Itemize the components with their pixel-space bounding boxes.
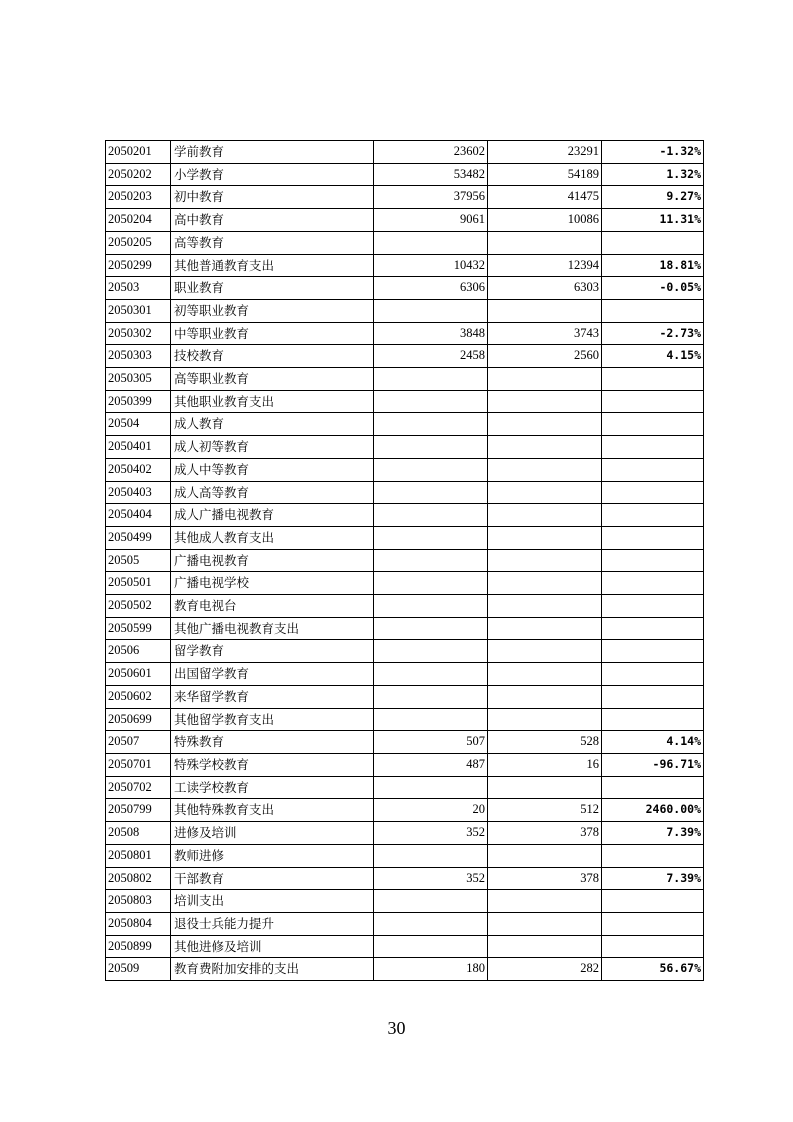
value-cell-prev	[374, 844, 488, 867]
value-cell-curr	[488, 526, 602, 549]
value-cell-prev	[374, 572, 488, 595]
value-cell-curr	[488, 595, 602, 618]
name-cell: 其他成人教育支出	[171, 526, 374, 549]
value-cell-curr	[488, 890, 602, 913]
code-cell: 2050403	[106, 481, 171, 504]
name-cell: 其他广播电视教育支出	[171, 617, 374, 640]
change-percent-cell: 4.14%	[602, 731, 704, 754]
table-row	[106, 504, 704, 527]
code-cell: 2050701	[106, 753, 171, 776]
name-cell: 初中教育	[171, 186, 374, 209]
change-percent-cell	[602, 413, 704, 436]
name-cell: 学前教育	[171, 141, 374, 164]
table-row	[106, 731, 704, 754]
table-row	[106, 595, 704, 618]
value-cell-prev: 180	[374, 958, 488, 981]
change-percent-cell	[602, 504, 704, 527]
value-cell-curr	[488, 685, 602, 708]
code-cell: 20505	[106, 549, 171, 572]
value-cell-curr	[488, 844, 602, 867]
name-cell: 干部教育	[171, 867, 374, 890]
code-cell: 2050201	[106, 141, 171, 164]
code-cell: 2050804	[106, 912, 171, 935]
table-row	[106, 663, 704, 686]
code-cell: 2050802	[106, 867, 171, 890]
name-cell: 教育电视台	[171, 595, 374, 618]
name-cell: 其他特殊教育支出	[171, 799, 374, 822]
name-cell: 成人广播电视教育	[171, 504, 374, 527]
name-cell: 特殊教育	[171, 731, 374, 754]
code-cell: 2050699	[106, 708, 171, 731]
name-cell: 工读学校教育	[171, 776, 374, 799]
value-cell-prev	[374, 481, 488, 504]
name-cell: 初等职业教育	[171, 299, 374, 322]
value-cell-prev	[374, 413, 488, 436]
name-cell: 培训支出	[171, 890, 374, 913]
change-percent-cell	[602, 844, 704, 867]
value-cell-prev	[374, 640, 488, 663]
code-cell: 20508	[106, 822, 171, 845]
code-cell: 20509	[106, 958, 171, 981]
change-percent-cell	[602, 299, 704, 322]
value-cell-prev: 20	[374, 799, 488, 822]
value-cell-curr: 378	[488, 867, 602, 890]
value-cell-prev	[374, 890, 488, 913]
change-percent-cell	[602, 663, 704, 686]
value-cell-curr	[488, 368, 602, 391]
name-cell: 成人中等教育	[171, 458, 374, 481]
value-cell-prev: 487	[374, 753, 488, 776]
name-cell: 来华留学教育	[171, 685, 374, 708]
name-cell: 教育费附加安排的支出	[171, 958, 374, 981]
table-row	[106, 844, 704, 867]
value-cell-curr	[488, 299, 602, 322]
table-row	[106, 935, 704, 958]
value-cell-curr: 16	[488, 753, 602, 776]
code-cell: 2050602	[106, 685, 171, 708]
code-cell: 2050401	[106, 436, 171, 459]
code-cell: 20504	[106, 413, 171, 436]
change-percent-cell	[602, 481, 704, 504]
name-cell: 中等职业教育	[171, 322, 374, 345]
value-cell-prev: 352	[374, 867, 488, 890]
value-cell-curr	[488, 458, 602, 481]
code-cell: 2050803	[106, 890, 171, 913]
change-percent-cell	[602, 231, 704, 254]
change-percent-cell: 4.15%	[602, 345, 704, 368]
table-row	[106, 299, 704, 322]
code-cell: 20507	[106, 731, 171, 754]
change-percent-cell: 2460.00%	[602, 799, 704, 822]
table-row	[106, 549, 704, 572]
code-cell: 2050601	[106, 663, 171, 686]
value-cell-prev: 23602	[374, 141, 488, 164]
name-cell: 成人教育	[171, 413, 374, 436]
change-percent-cell: -96.71%	[602, 753, 704, 776]
value-cell-curr	[488, 231, 602, 254]
table-row	[106, 368, 704, 391]
value-cell-prev: 6306	[374, 277, 488, 300]
table-row	[106, 458, 704, 481]
change-percent-cell	[602, 890, 704, 913]
value-cell-curr: 54189	[488, 163, 602, 186]
change-percent-cell: -0.05%	[602, 277, 704, 300]
value-cell-prev: 507	[374, 731, 488, 754]
value-cell-prev: 352	[374, 822, 488, 845]
change-percent-cell	[602, 526, 704, 549]
value-cell-prev: 37956	[374, 186, 488, 209]
value-cell-curr: 512	[488, 799, 602, 822]
name-cell: 其他进修及培训	[171, 935, 374, 958]
value-cell-curr: 528	[488, 731, 602, 754]
page-number: 30	[387, 1018, 406, 1038]
table-row	[106, 526, 704, 549]
code-cell: 2050203	[106, 186, 171, 209]
code-cell: 2050302	[106, 322, 171, 345]
table-row	[106, 867, 704, 890]
value-cell-curr: 2560	[488, 345, 602, 368]
value-cell-curr	[488, 912, 602, 935]
code-cell: 2050299	[106, 254, 171, 277]
value-cell-prev: 9061	[374, 209, 488, 232]
value-cell-curr	[488, 663, 602, 686]
value-cell-curr	[488, 572, 602, 595]
value-cell-prev	[374, 708, 488, 731]
table-row	[106, 708, 704, 731]
value-cell-prev	[374, 663, 488, 686]
name-cell: 进修及培训	[171, 822, 374, 845]
value-cell-curr: 3743	[488, 322, 602, 345]
value-cell-curr	[488, 436, 602, 459]
change-percent-cell: 7.39%	[602, 867, 704, 890]
code-cell: 20506	[106, 640, 171, 663]
name-cell: 职业教育	[171, 277, 374, 300]
value-cell-curr	[488, 935, 602, 958]
value-cell-prev	[374, 935, 488, 958]
change-percent-cell	[602, 458, 704, 481]
value-cell-curr: 12394	[488, 254, 602, 277]
code-cell: 2050499	[106, 526, 171, 549]
code-cell: 2050502	[106, 595, 171, 618]
value-cell-prev	[374, 526, 488, 549]
code-cell: 2050305	[106, 368, 171, 391]
table-row	[106, 890, 704, 913]
code-cell: 2050202	[106, 163, 171, 186]
code-cell: 2050599	[106, 617, 171, 640]
change-percent-cell	[602, 436, 704, 459]
change-percent-cell	[602, 549, 704, 572]
change-percent-cell	[602, 617, 704, 640]
value-cell-prev	[374, 299, 488, 322]
table-row	[106, 685, 704, 708]
name-cell: 其他普通教育支出	[171, 254, 374, 277]
change-percent-cell	[602, 640, 704, 663]
value-cell-prev	[374, 504, 488, 527]
value-cell-curr	[488, 776, 602, 799]
name-cell: 成人初等教育	[171, 436, 374, 459]
value-cell-curr: 10086	[488, 209, 602, 232]
code-cell: 2050205	[106, 231, 171, 254]
table-row	[106, 141, 704, 164]
change-percent-cell	[602, 390, 704, 413]
code-cell: 2050899	[106, 935, 171, 958]
table-row	[106, 958, 704, 981]
change-percent-cell	[602, 572, 704, 595]
table-row	[106, 345, 704, 368]
table-row	[106, 186, 704, 209]
table-body	[106, 141, 704, 981]
change-percent-cell	[602, 368, 704, 391]
value-cell-prev	[374, 458, 488, 481]
value-cell-curr	[488, 481, 602, 504]
name-cell: 高等教育	[171, 231, 374, 254]
code-cell: 2050204	[106, 209, 171, 232]
change-percent-cell	[602, 595, 704, 618]
name-cell: 教师进修	[171, 844, 374, 867]
name-cell: 广播电视学校	[171, 572, 374, 595]
table-row	[106, 753, 704, 776]
change-percent-cell: 1.32%	[602, 163, 704, 186]
table-row	[106, 163, 704, 186]
value-cell-prev: 3848	[374, 322, 488, 345]
change-percent-cell: -1.32%	[602, 141, 704, 164]
name-cell: 其他留学教育支出	[171, 708, 374, 731]
table-row	[106, 912, 704, 935]
table-row	[106, 617, 704, 640]
table-row	[106, 254, 704, 277]
name-cell: 高等职业教育	[171, 368, 374, 391]
value-cell-prev	[374, 231, 488, 254]
value-cell-prev	[374, 436, 488, 459]
name-cell: 留学教育	[171, 640, 374, 663]
change-percent-cell	[602, 776, 704, 799]
value-cell-prev	[374, 617, 488, 640]
value-cell-prev: 2458	[374, 345, 488, 368]
code-cell: 2050501	[106, 572, 171, 595]
budget-table	[105, 140, 704, 981]
change-percent-cell: -2.73%	[602, 322, 704, 345]
value-cell-prev: 53482	[374, 163, 488, 186]
change-percent-cell	[602, 708, 704, 731]
value-cell-prev: 10432	[374, 254, 488, 277]
table-row	[106, 481, 704, 504]
code-cell: 2050399	[106, 390, 171, 413]
value-cell-prev	[374, 595, 488, 618]
value-cell-prev	[374, 390, 488, 413]
value-cell-curr	[488, 617, 602, 640]
change-percent-cell	[602, 935, 704, 958]
value-cell-curr	[488, 390, 602, 413]
value-cell-curr	[488, 708, 602, 731]
name-cell: 退役士兵能力提升	[171, 912, 374, 935]
value-cell-curr: 378	[488, 822, 602, 845]
change-percent-cell	[602, 912, 704, 935]
name-cell: 出国留学教育	[171, 663, 374, 686]
table-row	[106, 209, 704, 232]
name-cell: 小学教育	[171, 163, 374, 186]
value-cell-curr	[488, 640, 602, 663]
change-percent-cell: 11.31%	[602, 209, 704, 232]
value-cell-prev	[374, 912, 488, 935]
code-cell: 2050402	[106, 458, 171, 481]
table-row	[106, 413, 704, 436]
change-percent-cell: 9.27%	[602, 186, 704, 209]
value-cell-curr: 282	[488, 958, 602, 981]
code-cell: 2050301	[106, 299, 171, 322]
code-cell: 2050404	[106, 504, 171, 527]
value-cell-prev	[374, 776, 488, 799]
value-cell-curr	[488, 413, 602, 436]
code-cell: 2050801	[106, 844, 171, 867]
change-percent-cell: 56.67%	[602, 958, 704, 981]
table-row	[106, 390, 704, 413]
code-cell: 2050303	[106, 345, 171, 368]
code-cell: 2050799	[106, 799, 171, 822]
value-cell-prev	[374, 685, 488, 708]
value-cell-prev	[374, 549, 488, 572]
table-row	[106, 322, 704, 345]
table-row	[106, 640, 704, 663]
name-cell: 高中教育	[171, 209, 374, 232]
name-cell: 特殊学校教育	[171, 753, 374, 776]
table-row	[106, 277, 704, 300]
change-percent-cell: 7.39%	[602, 822, 704, 845]
code-cell: 20503	[106, 277, 171, 300]
name-cell: 广播电视教育	[171, 549, 374, 572]
table-row	[106, 822, 704, 845]
value-cell-curr: 41475	[488, 186, 602, 209]
value-cell-prev	[374, 368, 488, 391]
change-percent-cell: 18.81%	[602, 254, 704, 277]
table-row	[106, 799, 704, 822]
change-percent-cell	[602, 685, 704, 708]
code-cell: 2050702	[106, 776, 171, 799]
table-row	[106, 572, 704, 595]
name-cell: 其他职业教育支出	[171, 390, 374, 413]
value-cell-curr	[488, 504, 602, 527]
name-cell: 成人高等教育	[171, 481, 374, 504]
table-row	[106, 436, 704, 459]
value-cell-curr: 6303	[488, 277, 602, 300]
table-row	[106, 776, 704, 799]
value-cell-curr: 23291	[488, 141, 602, 164]
value-cell-curr	[488, 549, 602, 572]
name-cell: 技校教育	[171, 345, 374, 368]
table-row	[106, 231, 704, 254]
